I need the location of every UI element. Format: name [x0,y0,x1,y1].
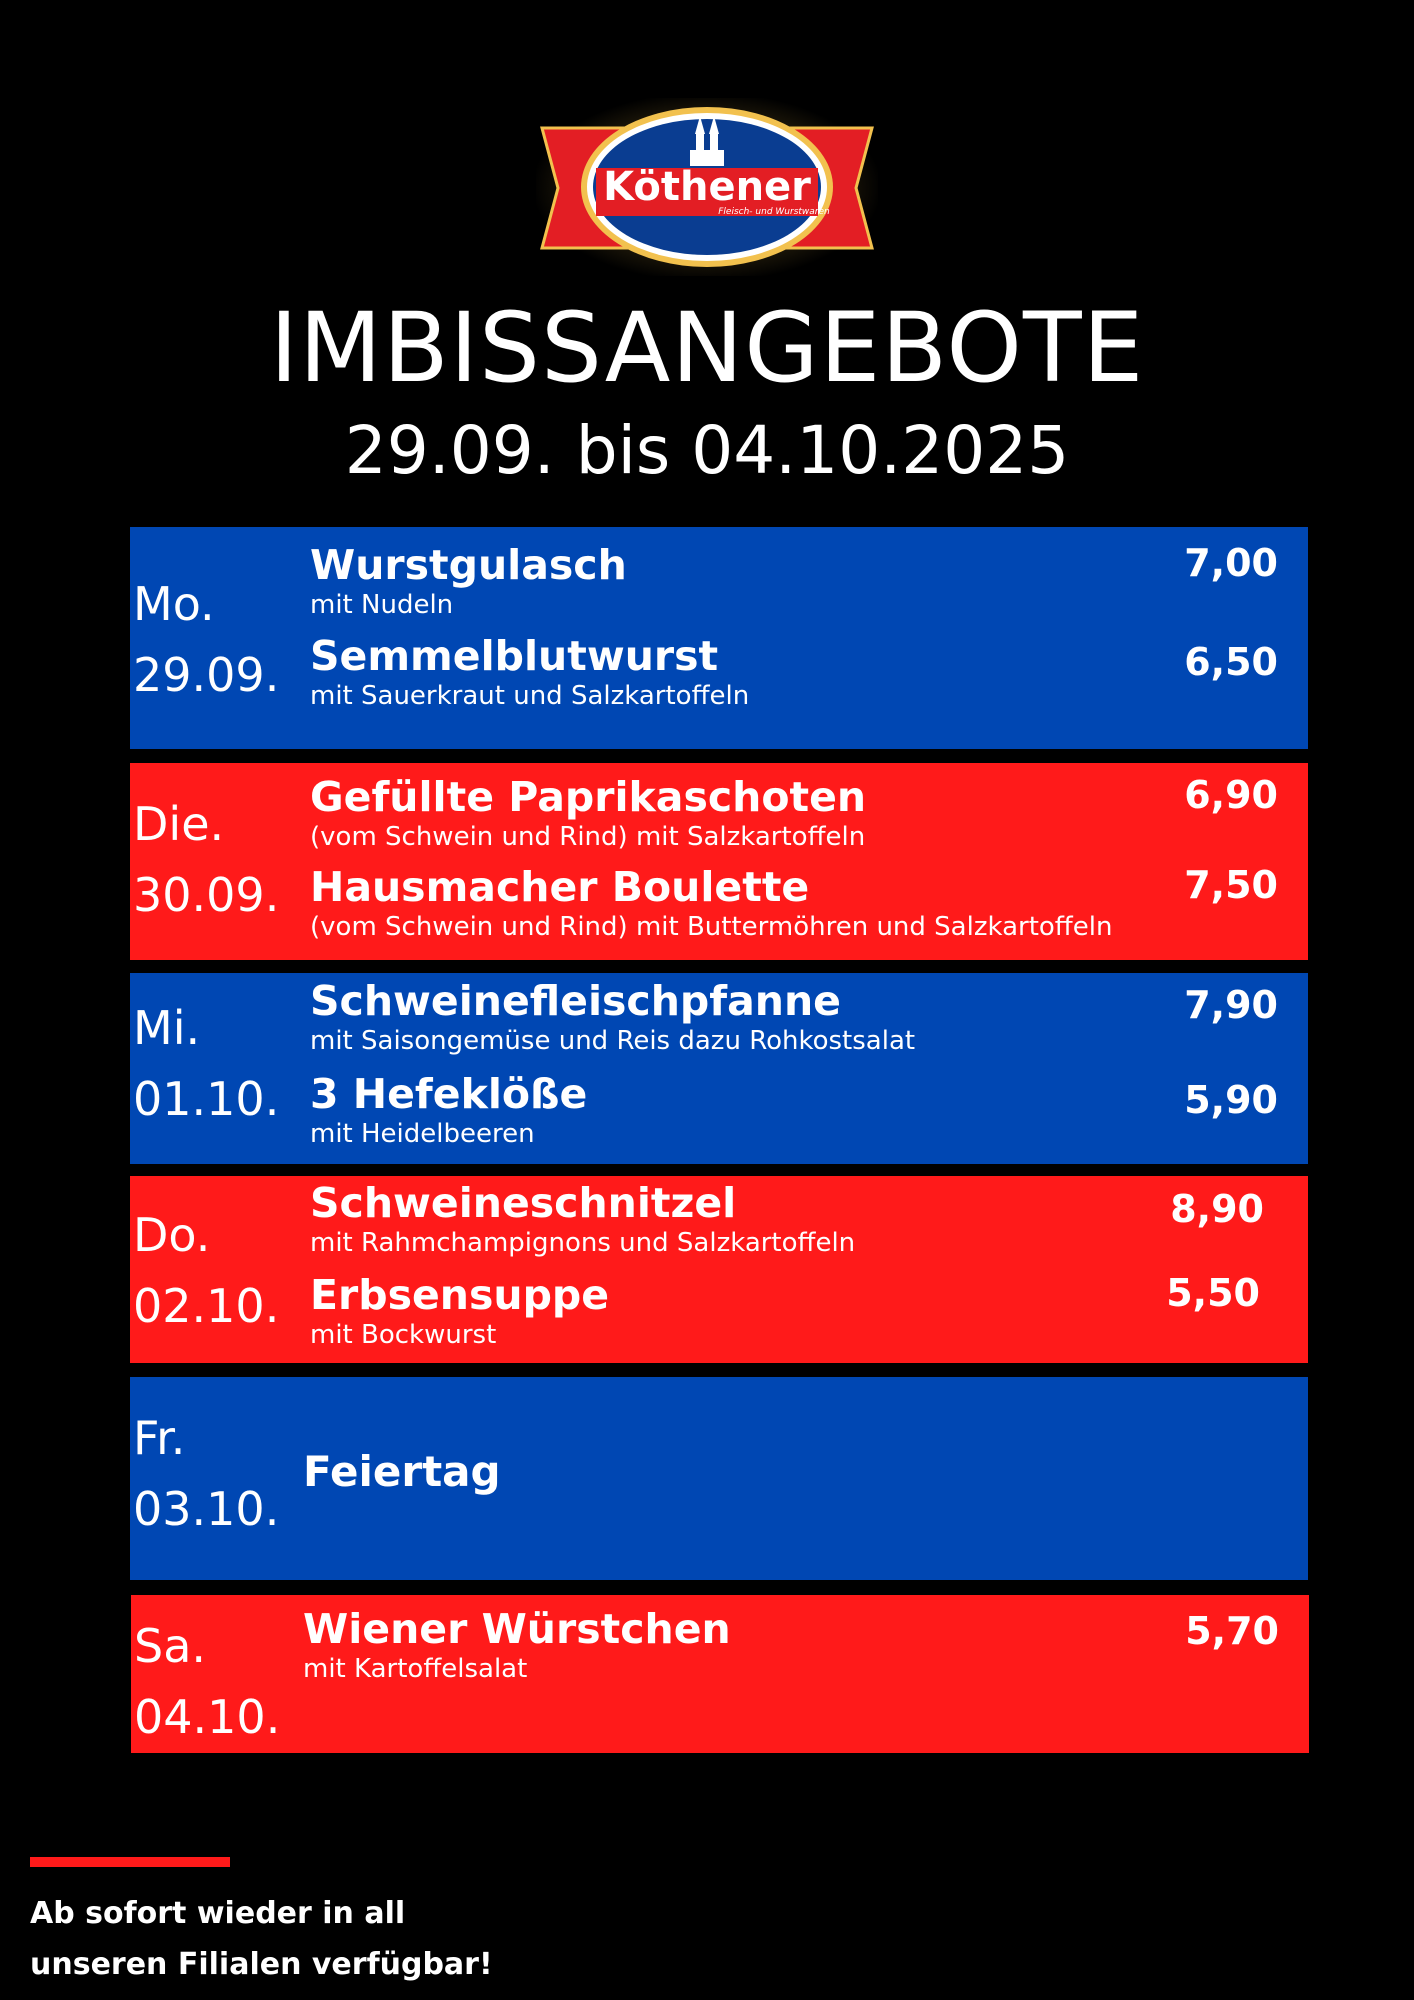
page-title: IMBISSANGEBOTE [269,292,1145,404]
footer-line-2: unseren Filialen verfügbar! [30,1947,493,1982]
day-label-friday [133,1403,279,1546]
day-label-monday [133,569,279,712]
footer-line-1: Ab sofort wieder in all [30,1896,406,1931]
date: 02.10. [133,1279,280,1334]
dish-item [310,979,1278,1057]
date: 04.10. [134,1690,281,1745]
dish-price: 5,70 [1185,1609,1279,1653]
dish-description: mit Sauerkraut und Salzkartoffeln [310,681,750,712]
day-label-saturday [134,1611,280,1754]
dish-description: mit Bockwurst [310,1320,497,1351]
dish-item [310,543,1278,621]
dish-price: 7,50 [1184,863,1278,907]
footer-accent-bar [30,1857,230,1867]
dish-name: Gefüllte Paprikaschoten [310,773,867,821]
weekday: Fr. [133,1411,186,1465]
dish-price: 6,50 [1184,640,1278,684]
dish-description: mit Saisongemüse und Reis dazu Rohkostsalat [310,1026,916,1057]
dish-name: Hausmacher Boulette [310,863,810,911]
dish-description: mit Kartoffelsalat [303,1654,528,1685]
dish-item [310,634,1278,712]
dish-price: 5,50 [1166,1271,1260,1315]
dish-name: Wiener Würstchen [303,1605,731,1653]
weekday: Sa. [134,1619,207,1673]
dish-item [310,1072,1278,1150]
dish-item [310,865,1278,943]
dish-description: mit Rahmchampignons und Salzkartoffeln [310,1228,856,1259]
holiday-label: Feiertag [303,1447,501,1496]
footer-note [30,1888,493,1990]
dish-price: 7,00 [1184,541,1278,585]
brand-logo-graphic [536,98,878,276]
dish-name: Erbsensuppe [310,1271,610,1319]
dish-description: mit Heidelbeeren [310,1119,535,1150]
weekday: Mi. [133,1001,201,1055]
day-block-wednesday [130,973,1308,1164]
day-label-wednesday [133,993,279,1136]
dish-description: (vom Schwein und Rind) mit Buttermöhren und Salzkartoffeln [310,912,1113,943]
day-block-thursday [130,1176,1308,1363]
date: 03.10. [133,1482,280,1537]
dish-item [310,1273,1278,1351]
day-block-tuesday [130,763,1308,960]
day-block-monday [130,527,1308,749]
dish-item [310,1181,1278,1259]
weekday: Mo. [133,577,215,631]
dish-name: Wurstgulasch [310,541,627,589]
dish-name: Schweinefleischpfanne [310,977,841,1025]
dish-name: Schweineschnitzel [310,1179,737,1227]
weekday: Do. [133,1208,211,1262]
date: 29.09. [133,648,280,703]
dish-name: Semmelblutwurst [310,632,719,680]
brand-logo [536,98,878,276]
dish-item [310,775,1278,853]
day-block-friday [130,1377,1308,1580]
dish-description: mit Nudeln [310,590,454,621]
day-label-tuesday [133,789,279,932]
logo-brand-text: Köthener [603,164,811,210]
date-range: 29.09. bis 04.10.2025 [344,412,1070,489]
weekday: Die. [133,797,225,851]
dish-name: 3 Hefeklöße [310,1070,588,1118]
day-label-thursday [133,1200,279,1343]
dish-price: 7,90 [1184,983,1278,1027]
dish-item [303,1607,1279,1685]
dish-description: (vom Schwein und Rind) mit Salzkartoffeln [310,822,866,853]
dish-price: 5,90 [1184,1078,1278,1122]
dish-price: 6,90 [1184,773,1278,817]
date: 30.09. [133,868,280,923]
logo-tagline: Fleisch- und Wurstwaren [718,207,830,217]
day-block-saturday [131,1595,1309,1753]
date: 01.10. [133,1072,280,1127]
dish-price: 8,90 [1170,1187,1264,1231]
